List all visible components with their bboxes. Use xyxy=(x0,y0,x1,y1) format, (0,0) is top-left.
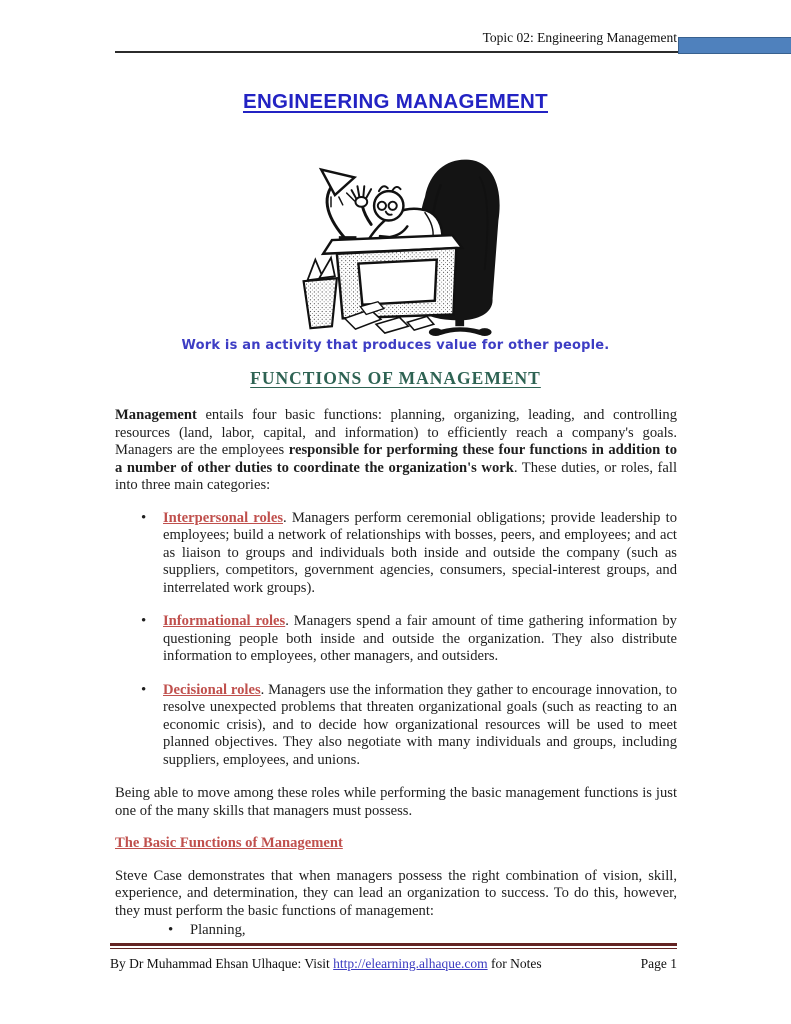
sub-heading-basic-functions: The Basic Functions of Management xyxy=(115,835,343,851)
header-accent-bar xyxy=(678,37,791,54)
roles-list xyxy=(115,510,677,770)
basic-functions-list xyxy=(115,922,677,940)
document-title: ENGINEERING MANAGEMENT xyxy=(242,90,548,113)
man-at-desk-cartoon-icon xyxy=(278,150,523,336)
list-item-interpersonal-roles: • Interpersonal roles. Managers perform ceremonial obligations; provide leadership to employees; build a network of relationships with bosses, peers, and employees; and act as liaison to groups and individuals both inside and outside the company (such as suppliers, competitors, government agencies, consumers, special-interest groups, and interrelated work groups). xyxy=(115,510,677,598)
role-lead-decisional: Decisional roles xyxy=(163,681,261,698)
list-item-planning: • Planning, xyxy=(115,922,677,940)
footer-credit: By Dr Muhammad Ehsan Ulhaque: Visit http://elearning.alhaque.com for Notes xyxy=(110,956,542,971)
header-topic-text: Topic 02: Engineering Management xyxy=(482,30,677,45)
illustration-caption: Work is an activity that produces value for other people. xyxy=(181,338,610,353)
footer-rule xyxy=(110,943,677,949)
intro-bold-responsibility: responsible for performing these four functions in addition to a number of other duties to coordinate the organization's work xyxy=(115,442,677,476)
role-lead-interpersonal: Interpersonal roles xyxy=(163,509,284,526)
section-heading: FUNCTIONS OF MANAGEMENT xyxy=(250,368,541,388)
desk-cartoon-illustration xyxy=(278,150,523,336)
intro-bold-management: Management xyxy=(115,407,197,423)
page-footer xyxy=(110,956,677,972)
intro-paragraph: Management entails four basic functions: planning, organizing, leading, and controlling resources (land, labor, capital, and information) to efficiently reach a company's goals. Managers are the employees responsible for performing these four functions in addition to a number of other duties to coordinate the organization's work. These duties, or roles, fall into three main categories: xyxy=(115,407,677,493)
page-header xyxy=(115,30,677,46)
list-item-decisional-roles: • Decisional roles. Managers use the information they gather to encourage innovation, to resolve unexpected problems that threaten organizational goals (such as reacting to an economic crisis), and to decide how organizational resources will be used to meet planned objectives. They also negotiate with many individuals and groups, including suppliers, employees, and unions. xyxy=(115,682,677,770)
document-body xyxy=(115,407,677,940)
roles-summary-paragraph: Being able to move among these roles while performing the basic management functions is just one of the many skills that managers must possess. xyxy=(115,785,677,819)
steve-case-paragraph: Steve Case demonstrates that when managers possess the right combination of vision, skill, experience, and determination, they can lead an organization to success. To do this, however, they must perform the basic functions of management: xyxy=(115,867,677,919)
role-lead-informational: Informational roles xyxy=(163,613,286,629)
page-number: Page 1 xyxy=(640,956,677,971)
list-item-informational-roles: • Informational roles. Managers spend a fair amount of time gathering information by questioning people both inside and outside the organization. They also distribute information to employees, other managers, and outsiders. xyxy=(115,613,677,666)
elearning-link[interactable]: http://elearning.alhaque.com xyxy=(333,956,488,971)
